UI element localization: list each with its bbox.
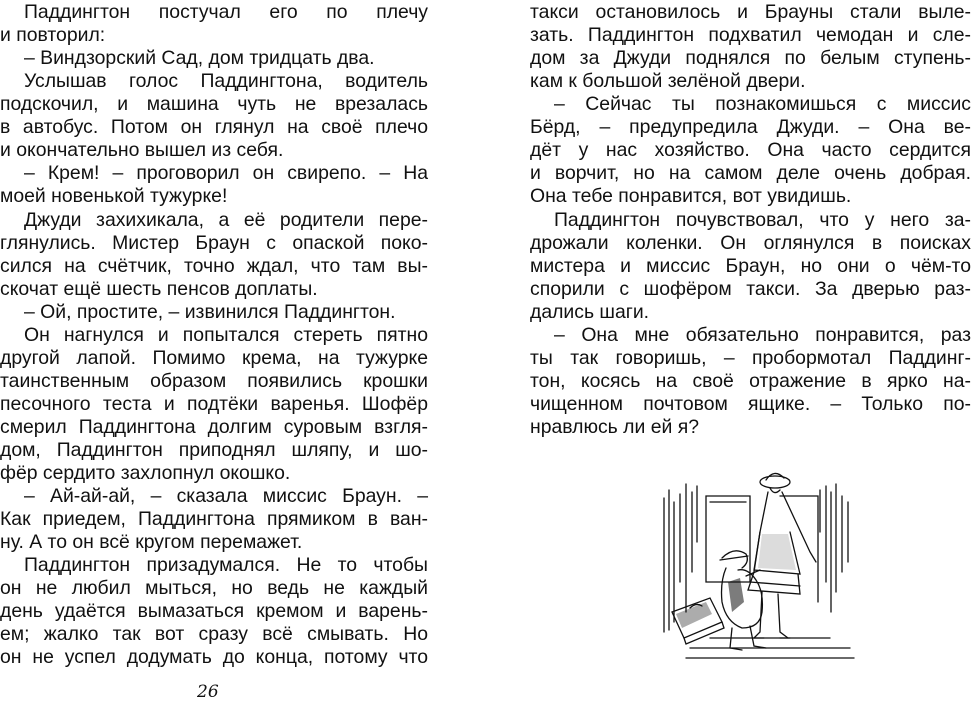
text-line: и окончательно вышел из себя. (0, 139, 284, 161)
text-line: дом за Джуди поднялся по белым ступень- (530, 47, 971, 69)
page-number: 26 (197, 682, 219, 702)
text-line: таинственным образом появились крошки (0, 370, 428, 392)
text-line: моей новенькой тужурке! (0, 185, 228, 207)
text-line: Он нагнулся и попытался стереть пятно (24, 324, 428, 346)
text-line: Паддингтон постучал его по плечу (24, 1, 428, 23)
text-line: дались шаги. (530, 301, 650, 323)
text-line: Паддингтон призадумался. Не то чтобы (24, 554, 428, 576)
text-line: фёр сердито захлопнул окошко. (0, 462, 291, 484)
paddington-door-illustration (650, 462, 862, 670)
text-line: Бёрд, – предупредила Джуди. – Она ве- (530, 116, 971, 138)
text-line: дёт у нас хозяйство. Она часто сердится (530, 139, 971, 161)
text-line: Она тебе понравится, вот увидишь. (530, 185, 852, 207)
text-line: скочат ещё шесть пенсов доплаты. (0, 278, 318, 300)
text-line: дрожали коленки. Он оглянулся в поисках (530, 232, 971, 254)
text-line: такси остановилось и Брауны стали выле- (530, 1, 971, 23)
text-line: тон, косясь на своё отражение в ярко на- (530, 370, 971, 392)
text-line: Услышав голос Паддингтона, водитель (24, 70, 428, 92)
text-line: подскочил, и машина чуть не врезалась (0, 93, 428, 115)
text-line: кам к большой зелёной двери. (530, 70, 806, 92)
text-line: ем; жалко так вот сразу всё смывать. Но (0, 623, 428, 645)
text-line: – Крем! – проговорил он свирепо. – На (24, 162, 428, 184)
text-line: сился на счётчик, точно ждал, что там вы- (0, 255, 428, 277)
text-line: мистера и миссис Браун, но они о чём-то (530, 255, 971, 277)
text-line: ты так говоришь, – пробормотал Паддинг- (530, 347, 971, 369)
text-line: и ворчит, но на самом деле очень добрая. (530, 162, 971, 184)
text-line: зать. Паддингтон подхватил чемодан и сле- (530, 24, 971, 46)
text-line: – Ай-ай-ай, – сказала миссис Браун. – (24, 485, 428, 507)
text-line: песочного теста и подтёки варенья. Шофёр (0, 393, 428, 415)
text-line: день удаётся вымазаться кремом и варень- (0, 600, 428, 622)
text-line: Джуди захихикала, а её родители пере- (24, 209, 428, 231)
text-line: – Ой, простите, – извинился Паддингтон. (24, 301, 396, 323)
text-line: чищенном почтовом ящике. – Только по- (530, 393, 971, 415)
text-line: спорили с шофёром такси. За дверью раз- (530, 278, 971, 300)
text-line: глянулись. Мистер Браун с опаской поко- (0, 232, 428, 254)
text-line: – Виндзорский Сад, дом тридцать два. (24, 47, 375, 69)
text-line: в автобус. Потом он глянул на своё плечо (0, 116, 428, 138)
text-line: другой лапой. Помимо крема, на тужурке (0, 347, 428, 369)
text-line: он не успел додумать до конца, потому что (0, 646, 428, 668)
left-page (0, 0, 440, 704)
text-line: – Она мне обязательно понравится, раз (554, 324, 971, 346)
text-line: дом, Паддингтон приподнял шляпу, и шо- (0, 439, 428, 461)
text-line: – Сейчас ты познакомишься с миссис (554, 93, 971, 115)
text-line: смерил Паддингтона долгим суровым взгля- (0, 416, 428, 438)
text-line: Как приедем, Паддингтона прямиком в ван- (0, 508, 428, 530)
text-line: он не любил мыться, но ведь не каждый (0, 577, 428, 599)
text-line: и повторил: (0, 24, 106, 46)
text-line: нравлюсь ли ей я? (530, 416, 699, 438)
text-line: Паддингтон почувствовал, что у него за- (554, 209, 971, 231)
text-line: ну. А то он всё кругом перемажет. (0, 531, 303, 553)
